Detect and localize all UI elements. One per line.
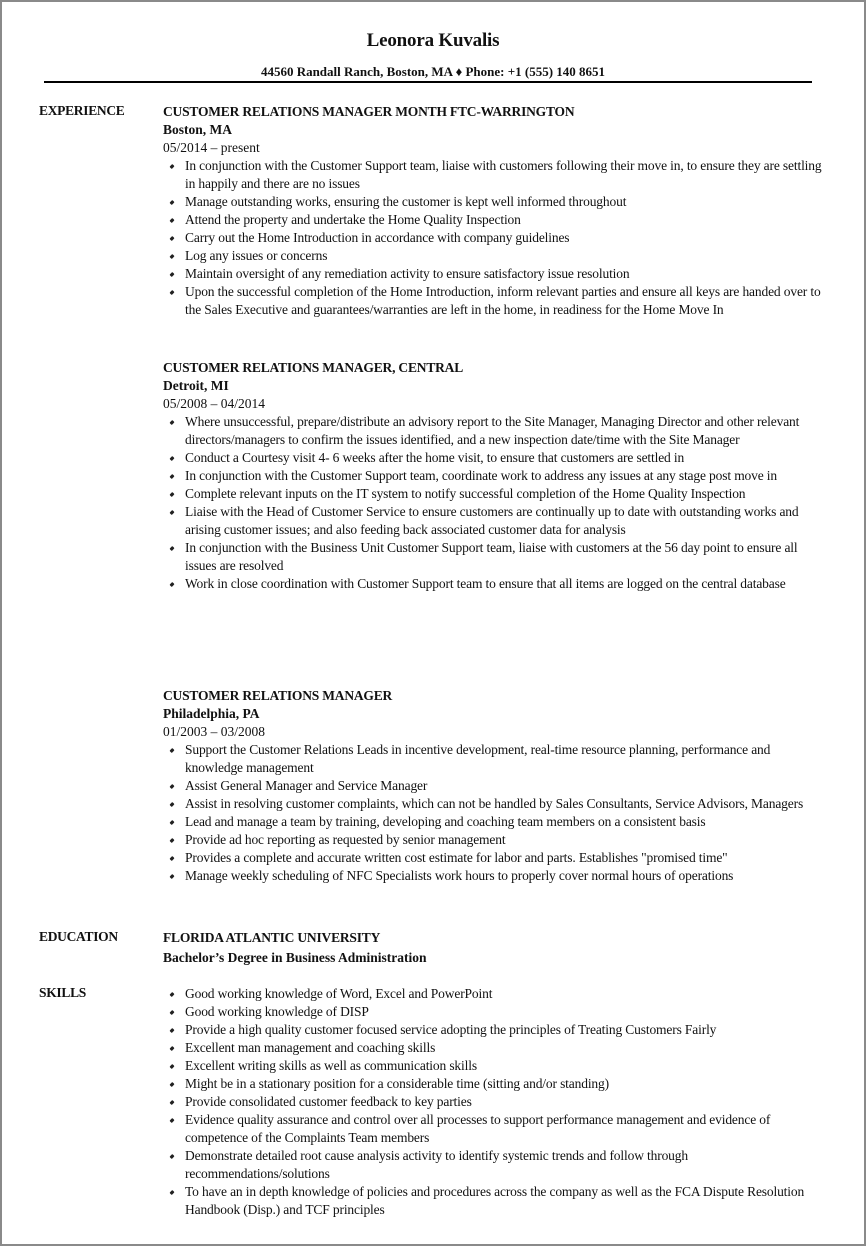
list-item: Work in close coordination with Customer Support team to ensure that all items are logged on the central database [185, 575, 823, 593]
list-item: Provides a complete and accurate written cost estimate for labor and parts. Establishes "promised time" [185, 849, 823, 867]
list-item: Log any issues or concerns [185, 247, 823, 265]
list-item: Where unsuccessful, prepare/distribute an advisory report to the Site Manager, Managing Director and other relevant directors/managers to confirm the issues identified, and a new inspection date/time with the Site Manager [185, 413, 823, 449]
candidate-name: Leonora Kuvalis [366, 30, 500, 51]
section-label-experience: EXPERIENCE [39, 103, 125, 118]
job-location: Detroit, MI [163, 378, 229, 393]
job-dates: 05/2008 – 04/2014 [163, 396, 266, 411]
header-divider [44, 81, 812, 83]
list-item: Manage weekly scheduling of NFC Specialists work hours to properly cover normal hours of operations [185, 867, 823, 885]
list-item: Lead and manage a team by training, developing and coaching team members on a consistent basis [185, 813, 823, 831]
list-item: Conduct a Courtesy visit 4- 6 weeks after the home visit, to ensure that customers are settled in [185, 449, 823, 467]
list-item: Excellent writing skills as well as communication skills [185, 1057, 823, 1075]
list-item: In conjunction with the Customer Support team, liaise with customers following their move in, to ensure they are settling in happily and there are no issues [185, 158, 822, 191]
contact-line: 44560 Randall Ranch, Boston, MA ♦ Phone: +1 (555) 140 8651 [260, 64, 606, 79]
job-location: Philadelphia, PA [163, 706, 260, 721]
list-item: Good working knowledge of Word, Excel and PowerPoint [185, 985, 823, 1003]
list-item: In conjunction with the Business Unit Customer Support team, liaise with customers at the 56 day point to ensure all issues are resolved [185, 539, 823, 575]
list-item: Liaise with the Head of Customer Service to ensure customers are continually up to date with outstanding works and arising customer issues; and also feeding back associated customer data for analysis [185, 503, 823, 539]
list-item: In conjunction with the Customer Support team, coordinate work to address any issues at any stage post move in [185, 467, 823, 485]
skills-list [163, 985, 823, 1219]
list-item: Provide consolidated customer feedback to key parties [185, 1093, 823, 1111]
job-entry [163, 103, 823, 319]
list-item: Upon the successful completion of the Home Introduction, inform relevant parties and ensure all keys are handed over to the Sales Executive and guarantees/warranties are left in the home, in readiness for the Home Move In [185, 283, 823, 319]
job-title: CUSTOMER RELATIONS MANAGER, CENTRAL [163, 360, 464, 375]
list-item: Provide ad hoc reporting as requested by senior management [185, 831, 823, 849]
list-item: Evidence quality assurance and control over all processes to support performance management and evidence of competence of the Complaints Team members [185, 1111, 823, 1147]
list-item: Might be in a stationary position for a considerable time (sitting and/or standing) [185, 1075, 823, 1093]
job-bullets [163, 413, 823, 593]
list-item: Maintain oversight of any remediation activity to ensure satisfactory issue resolution [185, 265, 823, 283]
list-item: Support the Customer Relations Leads in incentive development, real-time resource planning, performance and knowledge management [185, 741, 823, 777]
list-item: Complete relevant inputs on the IT system to notify successful completion of the Home Quality Inspection [185, 485, 823, 503]
list-item: Provide a high quality customer focused service adopting the principles of Treating Customers Fairly [185, 1021, 823, 1039]
section-label-education: EDUCATION [39, 929, 118, 944]
list-item: Assist in resolving customer complaints, which can not be handled by Sales Consultants, Service Advisors, Managers [185, 795, 823, 813]
degree: Bachelor’s Degree in Business Administration [163, 950, 427, 965]
job-title: CUSTOMER RELATIONS MANAGER MONTH FTC-WARRINGTON [163, 104, 575, 119]
job-entry [163, 359, 823, 593]
list-item: Manage outstanding works, ensuring the customer is kept well informed throughout [185, 193, 823, 211]
list-item: Attend the property and undertake the Home Quality Inspection [185, 211, 823, 229]
section-label-skills: SKILLS [39, 985, 86, 1000]
list-item: Carry out the Home Introduction in accordance with company guidelines [185, 229, 823, 247]
school-name: FLORIDA ATLANTIC UNIVERSITY [163, 930, 381, 945]
list-item: Excellent man management and coaching skills [185, 1039, 823, 1057]
job-location: Boston, MA [163, 122, 233, 137]
list-item: To have an in depth knowledge of policies and procedures across the company as well as the FCA Dispute Resolution Handbook (Disp.) and TCF principles [185, 1183, 823, 1219]
list-item: Demonstrate detailed root cause analysis activity to identify systemic trends and follow through recommendations/solutions [185, 1147, 823, 1183]
job-title: CUSTOMER RELATIONS MANAGER [163, 688, 393, 703]
job-bullets [163, 157, 823, 319]
list-item: Good working knowledge of DISP [185, 1003, 823, 1021]
list-item: Assist General Manager and Service Manager [185, 777, 823, 795]
job-bullets [163, 741, 823, 885]
skills-list-container [163, 985, 823, 1219]
education-entry [163, 929, 823, 967]
job-entry [163, 687, 823, 885]
job-dates: 05/2014 – present [163, 140, 260, 155]
job-dates: 01/2003 – 03/2008 [163, 724, 266, 739]
